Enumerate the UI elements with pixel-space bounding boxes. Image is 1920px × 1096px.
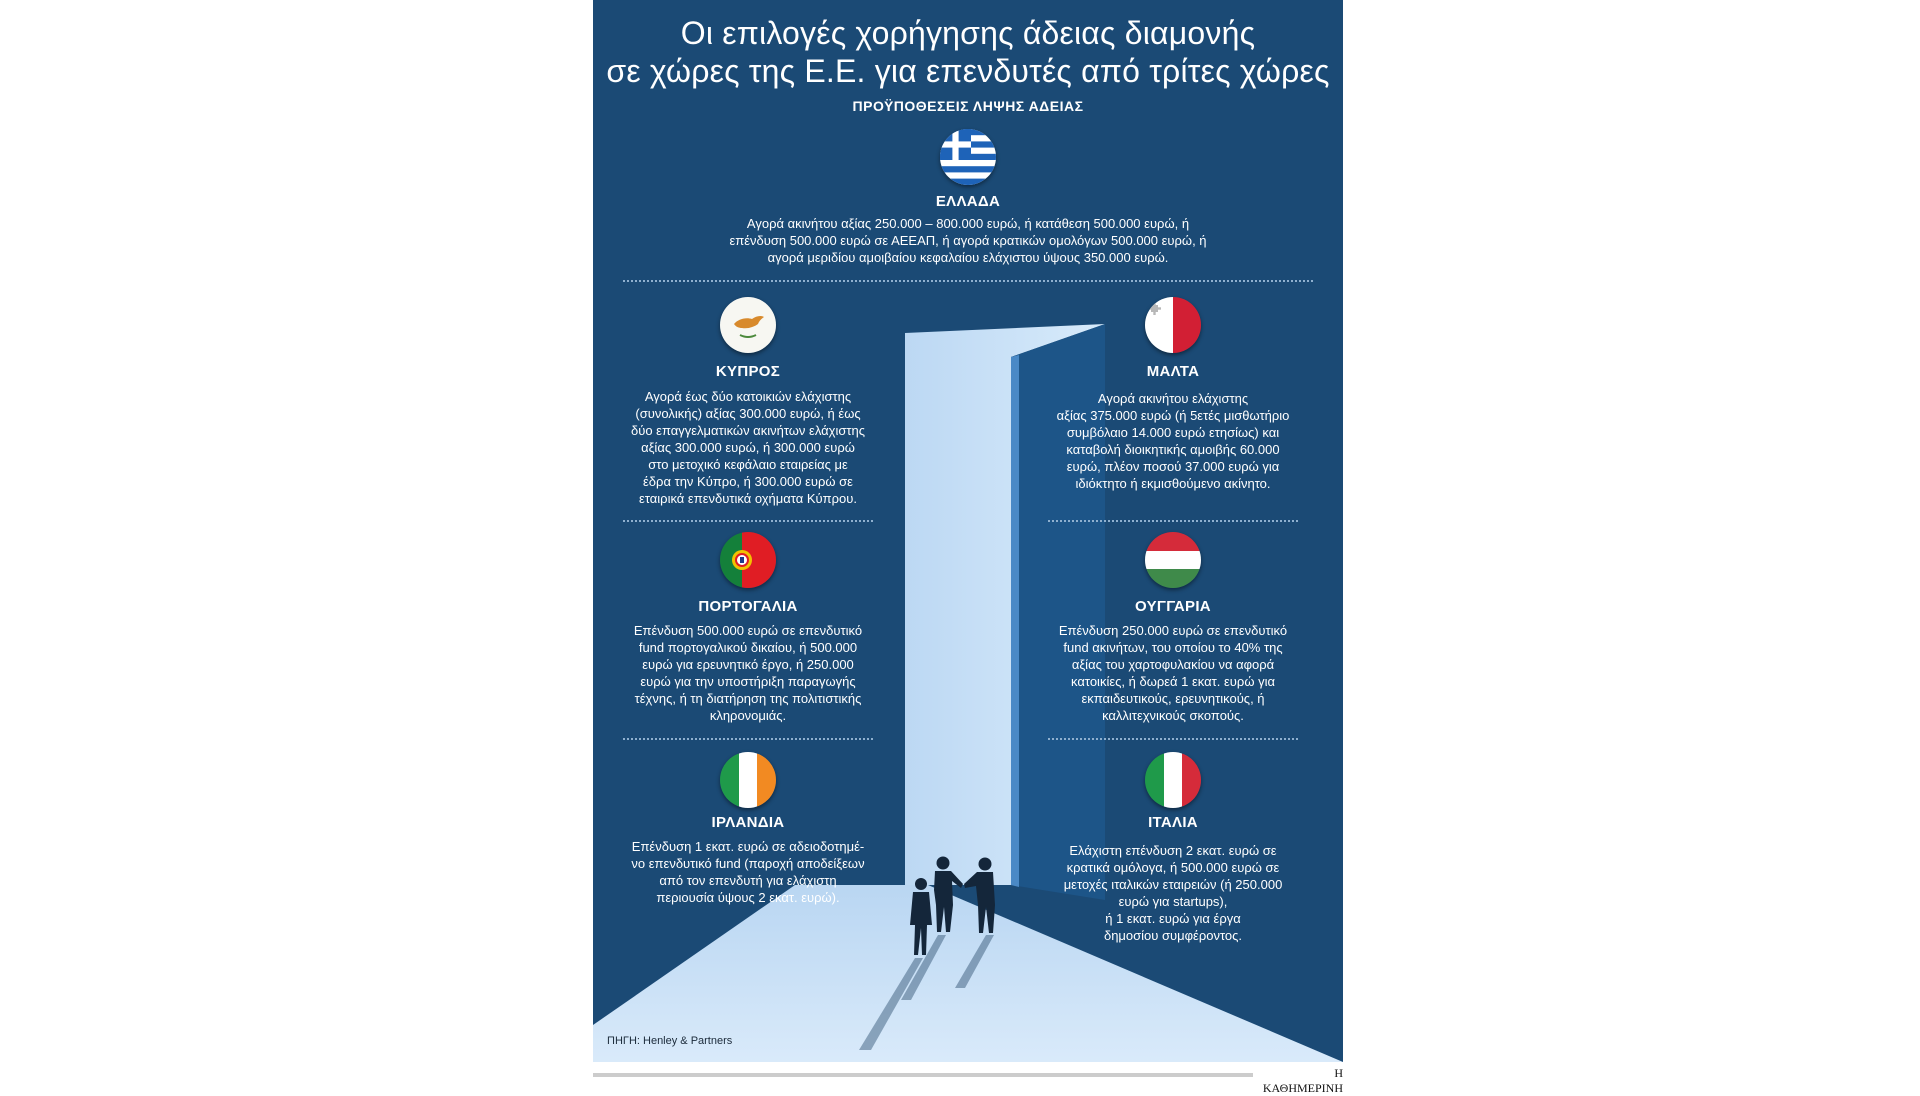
- portugal-description: Επένδυση 500.000 ευρώ σε επενδυτικό fund πορτογαλικού δικαίου, ή 500.000 ευρώ για ερευνητικό έργο, ή 250.000 ευρώ για την υποστήριξη παραγωγής τέχνης, ή τη διατήρηση της πολιτιστικής κληρονομιάς.: [633, 623, 863, 723]
- malta-description: Αγορά ακινήτου ελάχιστης αξίας 375.000 ευρώ (ή 5ετές μισθωτήριο συμβόλαιο 14.000 ευρώ ετησίως) και καταβολή διοικητικής αμοιβής 60.000 ευρώ, πλέον ποσού 37.000 ευρώ για ιδιόκτητο ή εκμισθούμενο ακίνητο.: [1056, 391, 1290, 491]
- portugal-flag-icon: [720, 532, 776, 588]
- italy-description: Ελάχιστη επένδυση 2 εκατ. ευρώ σε κρατικά ομόλογα, ή 500.000 ευρώ σε μετοχές ιταλικών εταιρειών (ή 250.000 ευρώ για startups), ή 1 εκατ. ευρώ για έργα δημοσίου συμφέροντος.: [1063, 843, 1283, 943]
- cyprus-description: Αγορά έως δύο κατοικιών ελάχιστης (συνολικής) αξίας 300.000 ευρώ, ή έως δύο επαγγελματικών ακινήτων ελάχιστης αξίας 300.000 ευρώ, ή 300.000 ευρώ στο μετοχικό κεφάλαιο εταιρείας με έδρα την Κύπρο, ή 300.000 ευρώ σε εταιρικά επενδυτικά οχήματα Κύπρου.: [630, 389, 866, 506]
- ireland-flag-icon: [720, 752, 776, 808]
- subtitle: ΠΡΟΫΠΟΘΕΣΕΙΣ ΛΗΨΗΣ ΑΔΕΙΑΣ: [852, 98, 1084, 114]
- infographic: [593, 0, 1343, 1062]
- hungary-flag-icon: [1145, 532, 1201, 588]
- divider-cyprus: [623, 520, 873, 522]
- brand-rule: [593, 1073, 1253, 1077]
- greece-description: Αγορά ακινήτου αξίας 250.000 – 800.000 ευρώ, ή κατάθεση 500.000 ευρώ, ή επένδυση 500.000 ευρώ σε ΑΕΕΑΠ, ή αγορά κρατικών ομολόγων 500.000 ευρώ, ή αγορά μεριδίου αμοιβαίου κεφαλαίου ελάχιστου ύψους 350.000 ευρώ.: [729, 216, 1207, 265]
- door-edge: [1011, 355, 1019, 887]
- title-line-1: Οι επιλογές χορήγησης άδειας διαμονής: [680, 15, 1256, 51]
- source-note: ΠΗΓΗ: Henley & Partners: [607, 1035, 733, 1047]
- divider-malta: [1048, 520, 1298, 522]
- ireland-name: ΙΡΛΑΝΔΙΑ: [711, 814, 785, 831]
- malta-flag-icon: [1145, 297, 1201, 353]
- italy-name: ΙΤΑΛΙΑ: [1148, 814, 1198, 831]
- greece-name: ΕΛΛΑΔΑ: [935, 193, 1001, 210]
- title-line-2: σε χώρες της Ε.Ε. για επενδυτές από τρίτες χώρες: [606, 53, 1330, 89]
- ireland-description: Επένδυση 1 εκατ. ευρώ σε αδειοδοτημέ- νο επενδυτικό fund (παροχή αποδείξεων από τον επενδυτή για ελάχιστη περιουσία ύψους 2 εκατ. ευρώ).: [631, 839, 865, 905]
- brand-logo: Η ΚΑΘΗΜΕΡΙΝΗ: [1262, 1066, 1343, 1095]
- cyprus-flag-icon: [720, 297, 776, 353]
- malta-name: ΜΑΛΤΑ: [1146, 363, 1200, 380]
- divider-hungary: [1048, 738, 1298, 740]
- greece-flag-icon: [940, 129, 996, 185]
- italy-flag-icon: [1145, 752, 1201, 808]
- divider-portugal: [623, 738, 873, 740]
- cyprus-name: ΚΥΠΡΟΣ: [715, 363, 781, 380]
- portugal-name: ΠΟΡΤΟΓΑΛΙΑ: [698, 598, 798, 615]
- hungary-name: ΟΥΓΓΑΡΙΑ: [1135, 598, 1211, 615]
- hungary-description: Επένδυση 250.000 ευρώ σε επενδυτικό fund ακινήτων, του οποίου το 40% της αξίας του χαρτοφυλακίου να αφορά κατοικίες, ή δωρεά 1 εκατ. ευρώ για εκπαιδευτικούς, ερευνητικούς, ή καλλιτεχνικούς σκοπούς.: [1058, 623, 1288, 723]
- divider-greece: [623, 280, 1313, 282]
